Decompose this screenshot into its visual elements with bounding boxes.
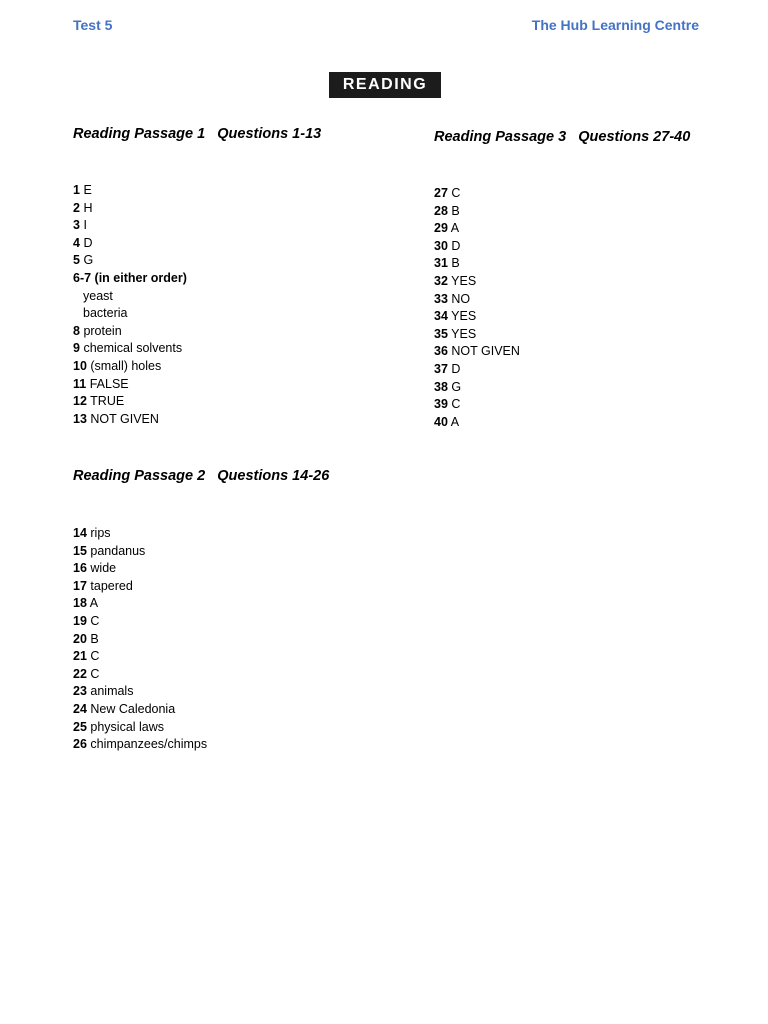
answer-item	[73, 235, 321, 253]
answer-item	[73, 701, 329, 719]
answer-text: yeast	[83, 288, 113, 303]
question-number: 15	[73, 543, 87, 558]
answer-item	[73, 683, 329, 701]
answer-text: C	[90, 666, 100, 681]
answer-item	[434, 414, 690, 432]
question-number: 17	[73, 578, 87, 593]
answer-item	[73, 719, 329, 737]
question-number: 20	[73, 631, 87, 646]
question-number: 12	[73, 394, 87, 409]
answer-item	[73, 411, 321, 429]
answer-item	[434, 326, 690, 344]
question-number: 32	[434, 273, 448, 288]
answer-text: A	[450, 414, 460, 429]
passage-1-section	[73, 126, 321, 428]
answer-item	[434, 238, 690, 256]
answer-item	[434, 220, 690, 238]
answer-text: New Caledonia	[90, 701, 176, 716]
question-number: 16	[73, 561, 87, 576]
answer-text: YES	[451, 309, 477, 324]
question-number: 10	[73, 358, 87, 373]
answer-text: E	[83, 183, 92, 197]
question-number: 2	[73, 200, 80, 215]
answer-text: NOT GIVEN	[90, 411, 159, 426]
answer-item	[434, 203, 690, 221]
answer-text: G	[451, 379, 462, 394]
answer-text: C	[451, 186, 461, 200]
question-number: 36	[434, 344, 448, 359]
question-number: 40	[434, 414, 448, 429]
question-number: 14	[73, 526, 87, 540]
question-number: 1	[73, 183, 80, 197]
answer-text: B	[451, 256, 460, 271]
question-number: 33	[434, 291, 448, 306]
answer-item	[73, 525, 329, 543]
answer-item	[73, 613, 329, 631]
answer-item	[434, 308, 690, 326]
answer-text: C	[90, 649, 100, 664]
answer-item	[434, 361, 690, 379]
reading-banner: READING	[329, 72, 441, 98]
question-number: 35	[434, 326, 448, 341]
answer-item	[73, 736, 329, 754]
question-number: 26	[73, 737, 87, 752]
answer-text: chemical solvents	[83, 341, 183, 356]
answer-text: NOT GIVEN	[451, 344, 520, 359]
answer-item	[73, 340, 321, 358]
answer-text: YES	[451, 326, 477, 341]
answer-item	[73, 358, 321, 376]
answer-text: D	[83, 235, 93, 250]
centre-name: The Hub Learning Centre	[531, 17, 699, 33]
section-title: Reading Passage 1 Questions 1-13	[73, 126, 322, 142]
answer-text: B	[90, 631, 99, 646]
question-number: 37	[434, 361, 448, 376]
question-number: 29	[434, 221, 448, 236]
question-number: 19	[73, 613, 87, 628]
answer-text: rips	[90, 526, 111, 540]
answer-text: D	[451, 361, 461, 376]
question-number: 34	[434, 309, 448, 324]
answer-text: A	[89, 596, 99, 611]
question-number: 25	[73, 719, 87, 734]
answer-text: TRUE	[90, 394, 125, 409]
answer-text: FALSE	[89, 376, 129, 391]
answer-item	[73, 578, 329, 596]
answer-item	[434, 185, 690, 203]
question-number: 9	[73, 341, 80, 356]
question-number: 8	[73, 323, 80, 338]
answer-text: I	[83, 218, 87, 233]
question-number: 3	[73, 218, 80, 233]
answer-item	[73, 648, 329, 666]
section-title: Reading Passage 2 Questions 14-26	[73, 468, 330, 484]
question-number: 21	[73, 649, 87, 664]
question-number: 38	[434, 379, 448, 394]
answer-text: A	[450, 221, 460, 236]
passage-3-section	[434, 129, 690, 431]
answer-item	[73, 393, 321, 411]
answer-text: tapered	[90, 578, 133, 593]
question-number: 13	[73, 411, 87, 426]
question-number: 6-7 (in either order)	[73, 270, 187, 285]
answer-text: D	[451, 238, 461, 253]
question-number: 31	[434, 256, 448, 271]
answer-list	[73, 525, 329, 754]
answer-text: G	[83, 253, 94, 268]
answer-text: C	[451, 397, 461, 412]
question-number: 11	[73, 376, 87, 391]
answer-text: wide	[90, 561, 117, 576]
answer-item	[73, 200, 321, 218]
passage-2-section	[73, 468, 329, 754]
answer-item	[73, 376, 321, 394]
answer-item	[73, 270, 321, 288]
answer-item	[434, 343, 690, 361]
answer-item	[434, 273, 690, 291]
answer-list	[73, 182, 321, 428]
answer-text: animals	[90, 684, 134, 699]
question-number: 30	[434, 238, 448, 253]
answer-text: bacteria	[83, 306, 128, 321]
question-number: 24	[73, 701, 87, 716]
answer-text: (small) holes	[90, 358, 162, 373]
test-label: Test 5	[73, 17, 113, 33]
answer-text: B	[451, 203, 460, 218]
answer-text: C	[90, 613, 100, 628]
answer-item	[434, 396, 690, 414]
answer-item	[73, 288, 321, 306]
question-number: 28	[434, 203, 448, 218]
answer-item	[73, 560, 329, 578]
section-title: Reading Passage 3 Questions 27-40	[434, 129, 691, 145]
answer-item	[434, 291, 690, 309]
question-number: 22	[73, 666, 87, 681]
answer-item	[73, 666, 329, 684]
question-number: 23	[73, 684, 87, 699]
answer-item	[73, 323, 321, 341]
answer-list	[434, 185, 690, 431]
answer-item	[73, 631, 329, 649]
answer-text: physical laws	[90, 719, 165, 734]
answer-item	[434, 379, 690, 397]
answer-text: NO	[451, 291, 471, 306]
answer-item	[73, 595, 329, 613]
answer-item	[73, 252, 321, 270]
answer-text: pandanus	[90, 543, 146, 558]
answer-item	[434, 255, 690, 273]
answer-item	[73, 543, 329, 561]
answer-item	[73, 182, 321, 200]
answer-item	[73, 217, 321, 235]
answer-text: H	[83, 200, 93, 215]
question-number: 5	[73, 253, 80, 268]
answer-text: protein	[83, 323, 122, 338]
question-number: 4	[73, 235, 80, 250]
answer-text: chimpanzees/chimps	[90, 737, 208, 752]
question-number: 39	[434, 397, 448, 412]
question-number: 18	[73, 596, 87, 611]
answer-item	[73, 305, 321, 323]
answer-text: YES	[451, 273, 477, 288]
question-number: 27	[434, 186, 448, 200]
